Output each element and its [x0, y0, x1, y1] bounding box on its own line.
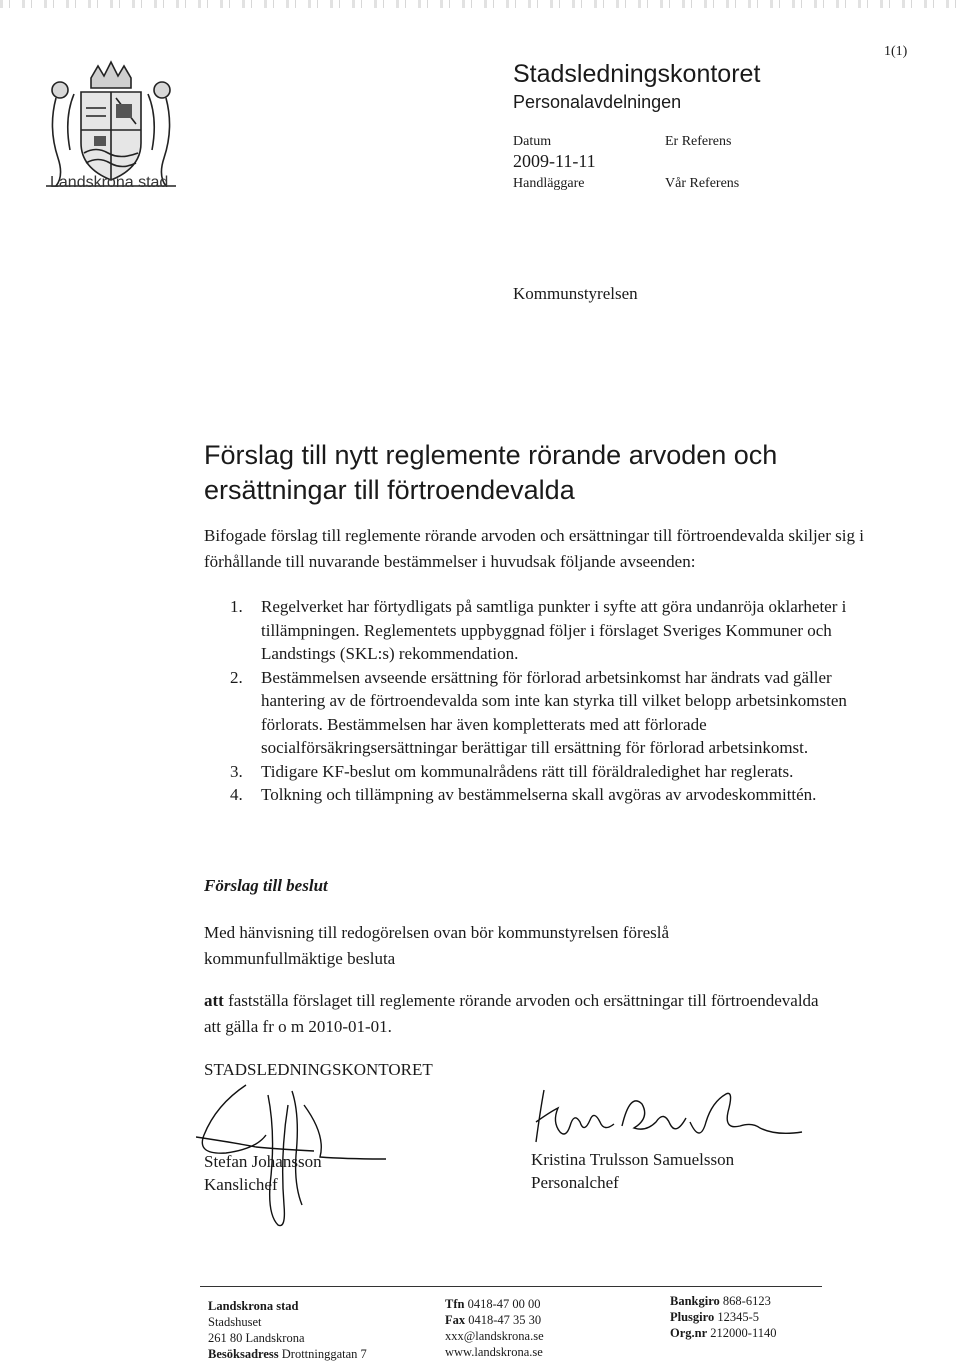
footer-email: xxx@landskrona.se — [445, 1329, 544, 1343]
our-reference-label: Vår Referens — [665, 176, 740, 191]
footer-postal: 261 80 Landskrona — [208, 1331, 305, 1345]
list-item-text: Regelverket har förtydligats på samtliga punkter i syfte att göra undanröja oklarheter i tillämpningen. Reglementets uppbyggnad följer i förslaget Sveriges Kommuner och Landstings (SKL:s) rekommendation. — [261, 597, 847, 663]
list-item-number: 4. — [230, 785, 243, 804]
list-item — [204, 760, 894, 784]
document-title: Förslag till nytt reglemente rörande arvoden och ersättningar till förtroendevalda — [204, 440, 778, 505]
signer1-title: Kanslichef — [204, 1175, 278, 1194]
list-item — [204, 783, 894, 807]
landskrona-crest-logo — [36, 58, 186, 193]
signer2-name: Kristina Trulsson Samuelsson — [531, 1150, 735, 1169]
footer-plusgiro: 12345-5 — [717, 1310, 760, 1324]
signer1-name: Stefan Johansson — [204, 1152, 322, 1171]
organization-name: Stadsledningskontoret — [513, 60, 761, 88]
list-item-text: Tolkning och tillämpning av bestämmelserna skall avgöras av arvodeskommittén. — [261, 785, 817, 804]
footer-visit-label: Besöksadress — [208, 1347, 279, 1361]
footer-plusgiro-label: Plusgiro — [670, 1310, 715, 1324]
footer-phone-label: Tfn — [445, 1297, 465, 1311]
footer-web: www.landskrona.se — [445, 1345, 543, 1359]
intro-paragraph: Bifogade förslag till reglemente rörande arvoden och ersättningar till förtroendevalda skiljer sig i förhållande till nuvarande bestämmelser i huvudsak följande avseenden: — [204, 526, 864, 571]
footer-fax-label: Fax — [445, 1313, 466, 1327]
page-number: 1(1) — [884, 44, 908, 59]
footer-bankgiro-label: Bankgiro — [670, 1294, 720, 1308]
footer-divider — [200, 1286, 822, 1287]
department-name: Personalavdelningen — [513, 92, 682, 112]
decision-att-paragraph — [204, 988, 824, 1040]
footer-address — [208, 1298, 367, 1362]
signer2-title: Personalchef — [531, 1173, 619, 1192]
city-logo-text: Landskrona stad — [50, 174, 169, 191]
list-item-text: Tidigare KF-beslut om kommunalrådens rätt till föräldraledighet har reglerats. — [261, 761, 794, 781]
recipient: Kommunstyrelsen — [513, 284, 638, 303]
decision-heading: Förslag till beslut — [204, 876, 328, 895]
decision-paragraph: Med hänvisning till redogörelsen ovan bör kommunstyrelsen föreslå kommunfullmäktige besluta — [204, 923, 670, 968]
footer-bankgiro: 868-6123 — [722, 1294, 771, 1308]
footer-contact — [445, 1296, 544, 1360]
footer-orgnr: 212000-1140 — [710, 1326, 777, 1340]
document-date: 2009-11-11 — [513, 151, 596, 171]
list-item-number: 2. — [230, 667, 243, 687]
footer-visit-value: Drottninggatan 7 — [281, 1347, 367, 1361]
footer-fax: 0418-47 35 30 — [468, 1313, 542, 1327]
list-item — [204, 666, 894, 760]
footer-building: Stadshuset — [208, 1315, 262, 1329]
signing-office: STADSLEDNINGSKONTORET — [204, 1060, 433, 1079]
date-label: Datum — [513, 134, 552, 149]
att-text: fastställa förslaget till reglemente rörande arvoden och ersättningar till förtroendevalda att gälla fr o m 2010-01-01. — [204, 991, 819, 1036]
list-item-text: Bestämmelsen avseende ersättning för förlorad arbetsinkomst har ändrats vad gäller hantering av de förtroendevalda som inte kan styrka till vilket belopp arbetsinkomsten förlorats. Bestämmelsen har även kompletterats med att förlorade socialförsäkringsersättningar berättigar till ersättning för förlorad arbetsinkomst. — [261, 667, 847, 757]
list-item — [204, 595, 894, 666]
footer-phone: 0418-47 00 00 — [467, 1297, 541, 1311]
footer-bank — [670, 1293, 776, 1341]
scan-noise-strip — [0, 0, 960, 8]
list-item-number: 3. — [230, 761, 243, 781]
footer-org-name: Landskrona stad — [208, 1299, 299, 1313]
change-list — [204, 595, 894, 807]
footer-orgnr-label: Org.nr — [670, 1326, 708, 1340]
att-keyword: att — [204, 991, 224, 1010]
list-item-number: 1. — [230, 597, 243, 616]
handler-label: Handläggare — [513, 176, 585, 191]
their-reference-label: Er Referens — [665, 134, 732, 149]
